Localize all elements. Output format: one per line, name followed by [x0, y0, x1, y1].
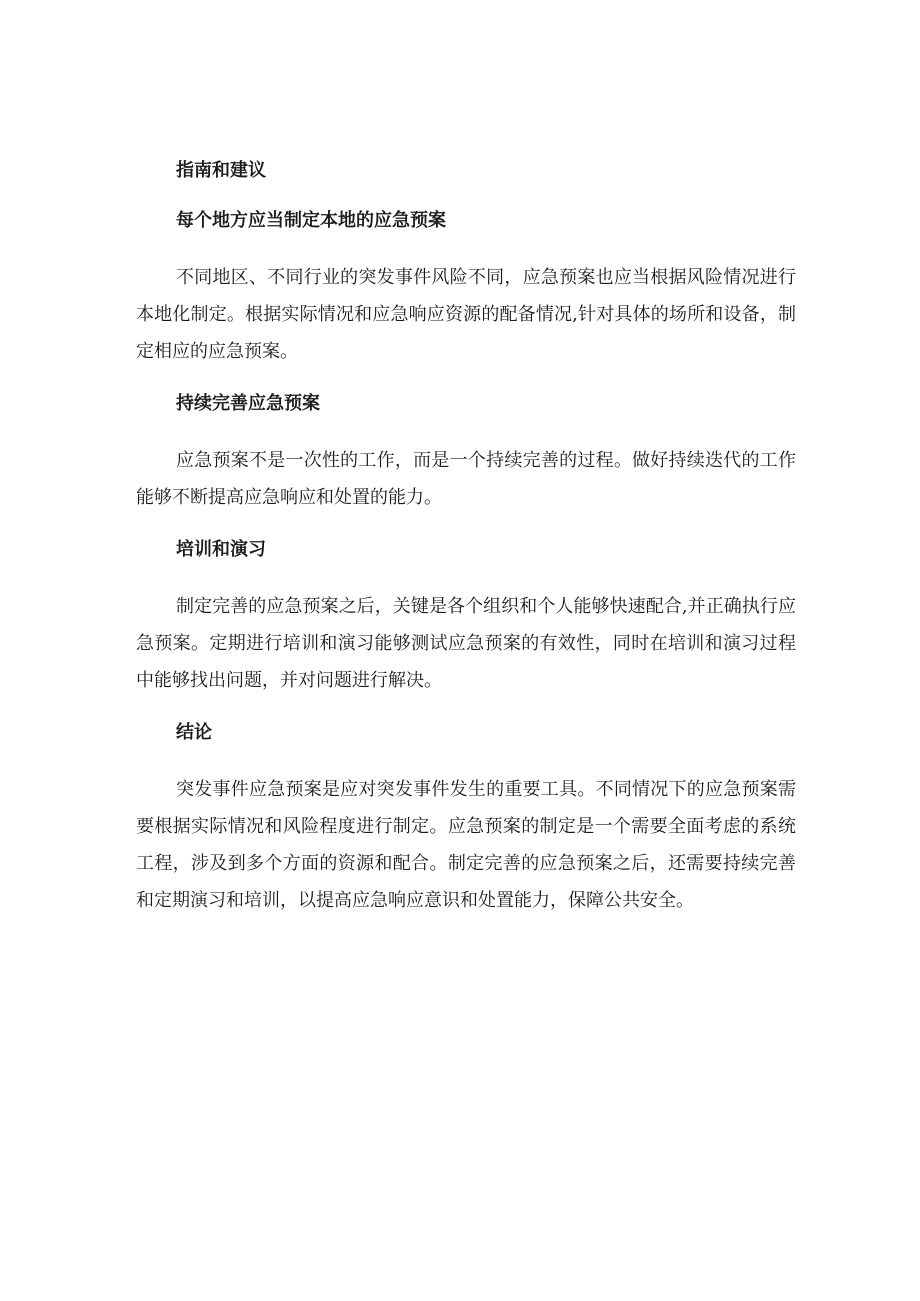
- section-heading-continuous-improvement: 持续完善应急预案: [176, 393, 320, 414]
- section-heading-conclusion: 结论: [176, 722, 212, 743]
- section-heading-local-plan: 每个地方应当制定本地的应急预案: [176, 210, 446, 231]
- section-body-conclusion: 突发事件应急预案是应对突发事件发生的重要工具。不同情况下的应急预案需要根据实际情况和风险程度进行制定。应急预案的制定是一个需要全面考虑的系统工程，涉及到多个方面的资源和配合。制定完善的应急预案之后，还需要持续完善和定期演习和培训，以提高应急响应意识和处置能力，保障公共安全。: [136, 779, 796, 911]
- section-heading-training-drills: 培训和演习: [176, 539, 266, 560]
- section-body-training-drills: 制定完善的应急预案之后，关键是各个组织和个人能够快速配合,并正确执行应急预案。定期进行培训和演习能够测试应急预案的有效性，同时在培训和演习过程中能够找出问题，并对问题进行解决。: [136, 596, 796, 691]
- section-body-local-plan: 不同地区、不同行业的突发事件风险不同，应急预案也应当根据风险情况进行本地化制定。根据实际情况和应急响应资源的配备情况,针对具体的场所和设备，制定相应的应急预案。: [136, 267, 796, 362]
- document-title: 指南和建议: [176, 160, 266, 181]
- section-body-continuous-improvement: 应急预案不是一次性的工作，而是一个持续完善的过程。做好持续迭代的工作能够不断提高应急响应和处置的能力。: [136, 450, 796, 508]
- document-content: [136, 158, 796, 940]
